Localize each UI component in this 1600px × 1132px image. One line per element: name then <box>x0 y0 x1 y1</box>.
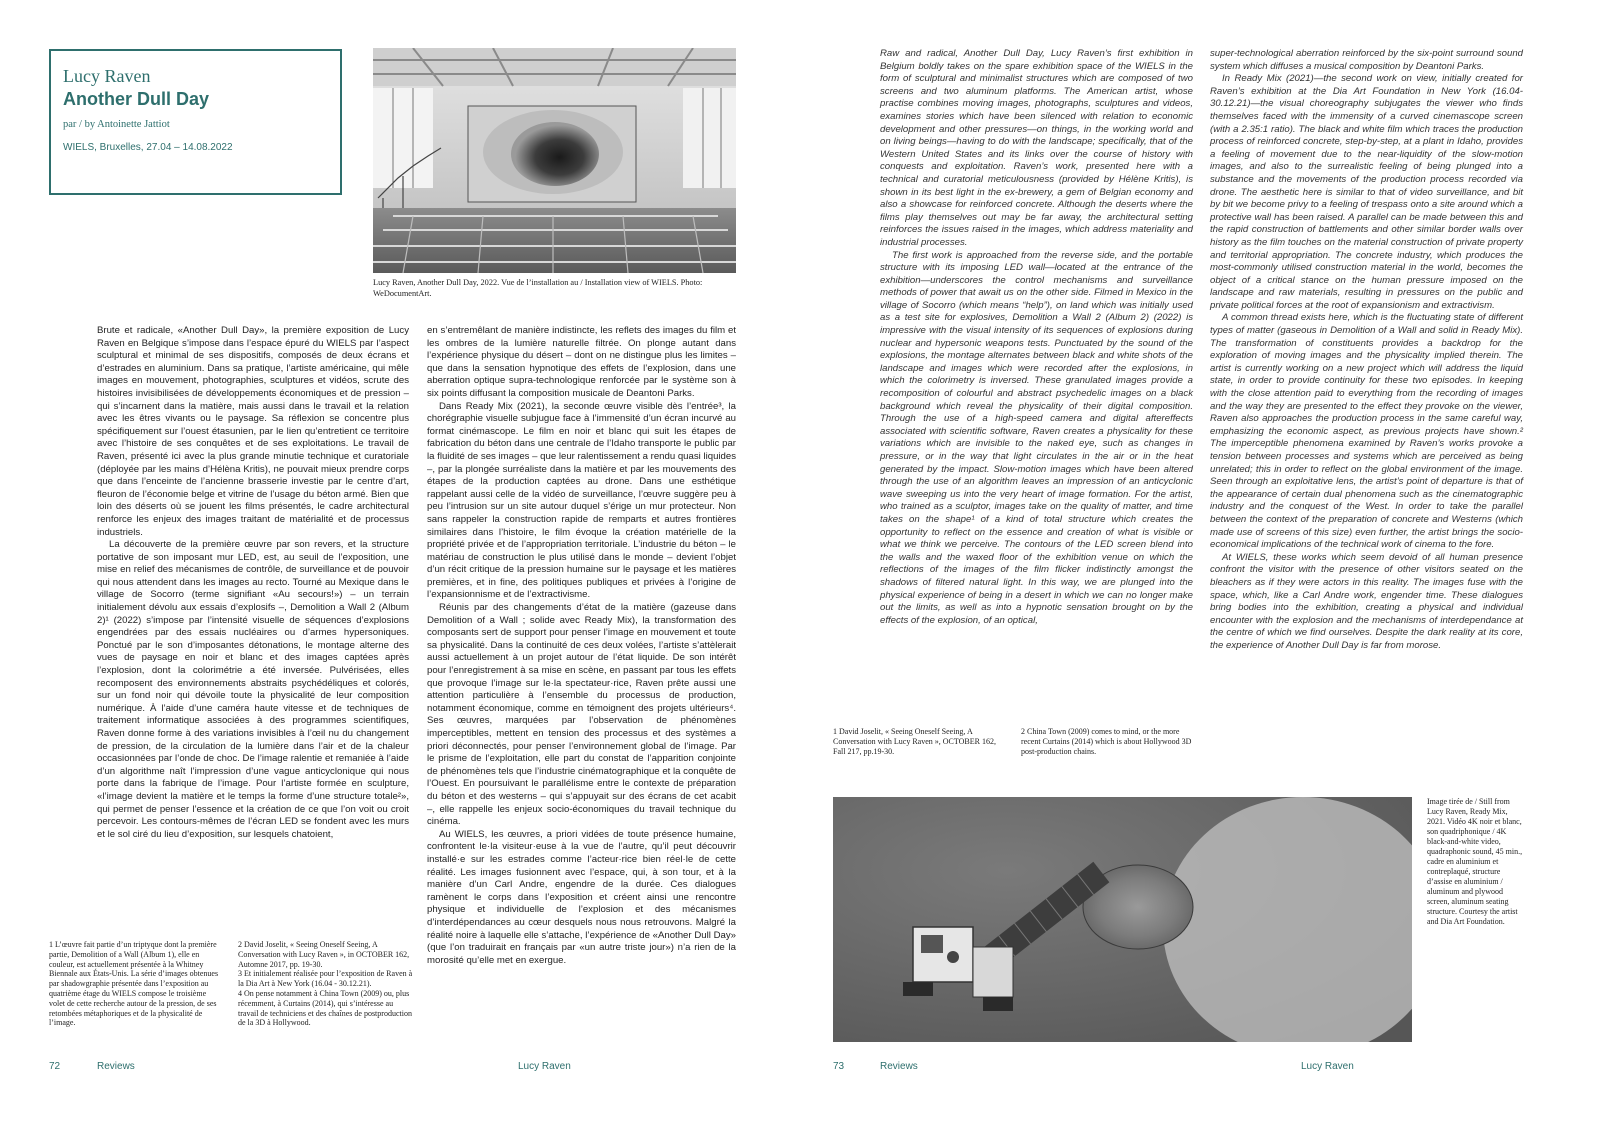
footnotes-right-b <box>1021 727 1196 756</box>
english-text-column-1 <box>880 48 1193 627</box>
paragraph: Raw and radical, Another Dull Day, Lucy Raven’s first exhibition in Belgium boldly takes on the spare exhibition space of the WIELS in the form of sculptural and minimalist structures which are composed of two screens and two aluminum platforms. The American artist, whose practise combines moving images, photographs, sculptures and videos, examines stories which have been silenced with relation to economic development and other pressures—on things, in the working world and on living beings—having to do with the landscape; specifically, that of the Western United States and its links over the course of history with conquests and exploitation. Raven’s work, presented here with a technical and curatorial meticulousness (provided by Hélène Kritis), is shown in its best light in the ex-brewery, a gem of Belgian economy and also a showcase for reinforced concrete. Although the deserts where the films play themselves out may be far away, the architectural setting reinforces the issues raised in the images, which address materiality and industrial processes. <box>880 48 1193 248</box>
ready-mix-caption: Image tirée de / Still from Lucy Raven, Ready Mix, 2021. Vidéo 4K noir et blanc, son quadriphonique / 4K black-and-white video, quadraphonic sound, 45 min., cadre en aluminium et contreplaqué, structure d’assise en aluminium / aluminum and plywood screen, aluminum seating structure. Courtesy the artist and Dia Art Foundation. <box>1427 797 1523 926</box>
paragraph: In Ready Mix (2021)—the second work on view, initially created for Raven’s exhibition at the Dia Art Foundation in New York (16.04-30.12.21)—the visual choreography subjugates the viewer who finds themselves faced with the immensity of a curved cinemascope screen (with a 2.35:1 ratio). The black and white film which traces the production process of reinforced concrete, step-by-step, at a plant in Idaho, provides a feeling of movement due to the near-liquidity of the slow-motion images, and also to the surrealistic feeling of being plunged into a substance and the movements of the production process recorded via drone. The aesthetic here is similar to that of video surveillance, and bit by bit we become privy to a feeling of trespass onto a site around which a protective wall has been raised. A parallel can be made between this and the rapid construction of battlements and other similar border walls over history as the film touches on the material construction of private property and territorial appropriation. The concrete industry, which produces the most-commonly utilised construction material in the world, becomes the object of a critical stance on the human pressure imposed on the landscape and raw materials, resulting in pressures on the public and private political forces at the root of expansionism and extractivism. <box>1210 73 1523 311</box>
english-text-column-2 <box>1210 48 1523 653</box>
paragraph: en s’entremêlant de manière indistincte, les reflets des images du film et les ombres de la lumière naturelle filtrée. On plonge autant dans l’expérience physique du désert – dont on ne distingue plus les limites – que dans la sensation hypnotique des effets de l’explosion, dans une aberration optique supra-technologique renforcée par le système son à six points diffusant la composition musicale de Deantoni Parks. <box>427 325 736 399</box>
running-title-left: Lucy Raven <box>518 1061 571 1072</box>
footnote: 1 David Joselit, « Seeing Oneself Seeing, A Conversation with Lucy Raven », OCTOBER 162, Fall 217, pp.19-30. <box>833 727 996 756</box>
section-label-left: Reviews <box>97 1061 135 1072</box>
french-text-column-1 <box>97 325 409 841</box>
article-title: Another Dull Day <box>63 89 210 109</box>
paragraph: super-technological aberration reinforced by the six-point surround sound system which diffuses a musical composition by Deantoni Parks. <box>1210 48 1523 72</box>
footnote: 3 Et initialement réalisée pour l’exposition de Raven à la Dia Art à New York (16.04 - 30.12.21). <box>238 969 413 989</box>
venue-dates: WIELS, Bruxelles, 27.04 – 14.08.2022 <box>63 142 233 153</box>
section-label-right: Reviews <box>880 1061 918 1072</box>
footnote: 1 L’œuvre fait partie d’un triptyque dont la première partie, Demolition of a Wall (Album 1), elle en couleur, est actuellement présentée à la Whitney Biennale aux États-Unis. La série d’images obtenues par shadowgraphie présentée dans l’exposition au quatrième étage du WIELS compose le troisième volet de cette recherche autour de la pression, de ses retombées métaphoriques et de la physicalité de l’image. <box>49 940 219 1028</box>
paragraph: Dans Ready Mix (2021), la seconde œuvre visible dès l’entrée³, la chorégraphie visuelle subjugue face à l’immensité d’un écran incurvé au format cinémascope. Le film en noir et blanc qui suit les étapes de fabrication du béton dans une centrale de l’Idaho transporte le public par la fluidité de ses images – que leur ralentissement a rendu quasi liquides –, par la plongée surréaliste dans la matière et par les mouvements des étapes de la production captées au drone. Dans une esthétique rappelant aussi celle de la vidéo de surveillance, l’œuvre suggère peu à peu l’intrusion sur un site autour duquel s’érige un mur protecteur. Non sans rappeler la construction rapide de remparts et autres frontières similaires dans l’histoire, le film évoque la création matérielle de la propriété privée et de l’appropriation territoriale. L’industrie du béton – le matériau de construction le plus utilisé dans le monde – devient l’objet d’un récit critique de la pression humaine sur le paysage et les matières premières, et in fine, des politiques publiques et privées à l’origine de l’expansionnisme et de l’extractivisme. <box>427 400 736 601</box>
installation-photo <box>373 48 736 273</box>
ready-mix-still-photo <box>833 797 1412 1042</box>
page-number-right: 73 <box>833 1061 845 1072</box>
french-text-column-2 <box>427 325 736 967</box>
paragraph: The first work is approached from the reverse side, and the portable structure with its imposing LED wall—located at the entrance of the exhibition—underscores the control mechanisms and surveillance methods of power that await us on the other side. Filmed in Mexico in the village of Socorro (which means “help”), on land which was initially used as a test site for explosives, Demolition a Wall 2 (Album 2) (2022) is impressive with the visual intensity of its sequences of explosions during nuclear and hypersonic weapons tests. Punctuated by the sound of the explosions, the montage alternates between black and white shots of the landscape and images which were recorded after the explosions, in which the colorimetry is inversed. These granulated images provide a recomposition of colourful and abstract psychedelic images on a black background which reveal the physicality of their digital composition. Through the use of a high-speed camera and digital aftereffects associated with scientific software, Raven creates a physicality for these variations which are invisible to the naked eye, such as changes in pressure, or in the way that light circulates in the air or in the heat generated by the impact. Slow-motion images which have been altered through the use of an algorithm leaves an impression of an anticyclonic wave sweeping us into the very heart of image formation. For the artist, who trained as a sculptor, images take on the quality of matter, and time takes on the shape¹ of a kind of total structure which creates the opportunity to reflect on the essence and creation of what is visible or what we think we perceive. The contours of the LED screen blend into the walls and the waxed floor of the exhibition venue on which the reflections of the images of the film flicker indistinctly amongst the shadows of filtered natural light. In this way, we are plunged into the physical experience of being in a desert in which we can no longer make out the limits, as well as into a hypnotic sensation brought on by the effects of the explosion, of an optical, <box>880 249 1193 626</box>
footnote: 2 David Joselit, « Seeing Oneself Seeing, A Conversation with Lucy Raven », in OCTOBER 162, Automne 2017, pp. 19-30. <box>238 940 410 969</box>
footnote: 4 On pense notamment à China Town (2009) ou, plus récemment, à Curtains (2014), qui s’intéresse au travail de techniciens et des chaînes de postproduction de la 3D à Hollywood. <box>238 988 412 1028</box>
footnote: 2 China Town (2009) comes to mind, or the more recent Curtains (2014) which is about Hollywood 3D post-production chains. <box>1021 727 1192 756</box>
paragraph: Au WIELS, les œuvres, a priori vidées de toute présence humaine, confrontent le·la visiteur·euse à la vue de l’autre, qu’il peut découvrir installé·e sur les estrades comme l’acteur·rice bien réel·le de cette réalité. Les images fusionnent avec l’espace, qui, à son tour, et à la manière d’un Carl Andre, engendre de la durée. Ces dialogues ramènent le corps dans l’exposition et créent ainsi une rencontre physique et individuelle de l’explosion et des mécanismes d’interdépendances au cœur desquels nous nous retrouvons. Malgré la réalité noire à laquelle elle s’attache, l’expérience de «Another Dull Day» (que l’on traduirait en français par «un autre triste jour») n’a rien de la morosité qu’elle met en exergue. <box>427 828 736 966</box>
running-title-right: Lucy Raven <box>1301 1061 1354 1072</box>
paragraph: A common thread exists here, which is the fluctuating state of different types of matter (gaseous in Demolition of a Wall and solid in Ready Mix). The transformation of constituents provides a backdrop for the exploration of moving images and the physicality implied therein. The artist is currently working on a new project which will address the liquid state, in order to provide continuity for these two episodes. In keeping with the close attention paid to everything from the recording of images and the way they are presented to the effect they provoke on the viewer, Raven also approaches the production process in the same careful way, emphasizing the economic aspect, as previous projects have shown.² The imperceptible phenomena examined by Raven’s works provoke a tension between processes and systems which are perceived as being unrelated; this in order to reflect on the global environment of the image. Seen through an exploitative lens, the artist’s point of departure is that of the appearance of certain dual phenomena such as the cinematographic industry and the conquest of the West. In order to take the parallel between the context of the preparation of concrete and Westerns (which made use of screens of this size) even further, the artist brings the socio-economical implications of the technical work of cinema to the fore. <box>1210 312 1523 551</box>
installation-photo-caption: Lucy Raven, Another Dull Day, 2022. Vue de l’installation au / Installation view of WIELS. Photo: WeDocumentArt. <box>373 278 703 298</box>
title-box <box>49 49 342 195</box>
byline: par / by Antoinette Jattiot <box>63 119 170 130</box>
paragraph: At WIELS, these works which seem devoid of all human presence confront the visitor with the presence of other visitors seated on the bleachers as if they were actors in this reality. The images fuse with the space, which, like a Carl Andre work, engender time. These dialogues bring bodies into the exhibition, creating a physical and individual encounter with the explosion and the mechanisms of interdependance at the centre of which we find ourselves. Despite the dark reality at its core, the experience of Another Dull Day is far from morose. <box>1210 551 1523 651</box>
paragraph: La découverte de la première œuvre par son revers, et la structure portative de son imposant mur LED, est, au seuil de l’exposition, une mise en relief des mécanismes de contrôle, de surveillance et de pouvoir qui nous attendent dans les images au recto. Tourné au Mexique dans le village de Socorro (terme signifiant «Au secours!») – un terrain initialement dévolu aux essais d’explosifs –, Demolition a Wall 2 (Album 2)¹ (2022) s’impose par l’intensité visuelle de séquences d’explosions engendrées par des essais nucléaires ou d’armes hypersoniques. Ponctué par le son d’imposantes détonations, le montage alterne des vues de paysage en noir et blanc et des images captées après l’explosion, dont la colorimétrie a été inversée. Pulvérisées, elles recomposent des environnements abstraits psychédéliques et colorés, sur un fond noir qui dévoile toute la physicalité de leur composition numérique. À l’aide d’une caméra haute vitesse et de techniques de traitement informatique associées à des programmes scientifiques, Raven donne forme à des variations invisibles à l’œil nu du changement de pression, de la circulation de la lumière dans l’air et de la chaleur occasionnées par l’onde de choc. De l’image ralentie et remaniée à l’aide d’un algorithme naît l’impression d’une vague anticyclonique qui nous porte dans la fabrique de l’image. Pour l’artiste formée en sculpture, «l’image devient la matière et le temps la forme d’une structure totale²», qui permet de penser l’essence et la création de ce que l’on voit ou croit percevoir. Les contours-mêmes de l’écran LED se fondent avec les murs et le sol ciré du lieu d’exposition, sur lesquels chatoient, <box>97 539 409 840</box>
paragraph: Réunis par des changements d’état de la matière (gazeuse dans Demolition of a Wall ; solide avec Ready Mix), la transformation des composants sert de support pour penser l’image en mouvement et toute sa physicalité. Dans la continuité de ces deux volées, l’artiste s’attèlerait aussi actuellement à un projet autour de l’état liquide. De son intérêt pour l’enregistrement à sa mise en scène, en passant par tous les effets que provoque l’image sur le·la spectateur·rice, Raven prête aussi une attention particulière à l’ensemble du processus de production, notamment économique, comme en témoignent des projets ultérieurs⁴. Ses œuvres, marquées par l’observation de phénomènes imperceptibles, mettent en tension des processus et des systèmes a priori déconnectés, pour penser l’environnement global de l’image. Par le prisme de l’exploitation, elle part du constat de l’apparition conjointe de phénomènes tels que l’industrie cinématographique et la conquête de l’Ouest. En poursuivant le parallélisme entre le contexte de préparation du béton et des westerns – qui s’appuyait sur des écrans de cet acabit –, elle rappelle les enjeux socio-économiques du travail technique du cinéma. <box>427 602 736 828</box>
footnotes-left-a <box>49 940 224 1028</box>
page-number-left: 72 <box>49 1061 61 1072</box>
footnotes-right-a <box>833 727 1008 756</box>
footnotes-left-b <box>238 940 413 1028</box>
artist-name: Lucy Raven <box>63 66 151 86</box>
paragraph: Brute et radicale, «Another Dull Day», la première exposition de Lucy Raven en Belgique s’impose dans l’espace épuré du WIELS par l’aspect sculptural et minimal de ses dispositifs, composés de deux écrans et d’estrades en aluminium. Dans sa pratique, l’artiste américaine, qui mêle images en mouvement, photographies, sculptures et vidéos, scrute des histoires invisibilisées de développements économiques et de pression – qui s’incarnent dans la matière, mais aussi dans le travail et la relation avec les êtres vivants ou le paysage. Sa réflexion se concentre plus spécifiquement sur l’ouest étasunien, par le lien qu’entretient ce territoire avec l’histoire de ses conquêtes et de ses exploitations. Le travail de Raven, présenté ici avec la plus grande minutie technique et curatoriale (déployée par les mains d’Hélèna Kritis), ne pouvait mieux prendre corps que dans l’enceinte de l’ancienne brasserie investie par le centre d’art, fleuron de l’économie belge et vitrine de l’usage du béton armé. Bien que loin des déserts où se jouent les films présentés, le cadre architectural renforce les enjeux des images traitant de matérialité et de processus industriels. <box>97 325 409 538</box>
